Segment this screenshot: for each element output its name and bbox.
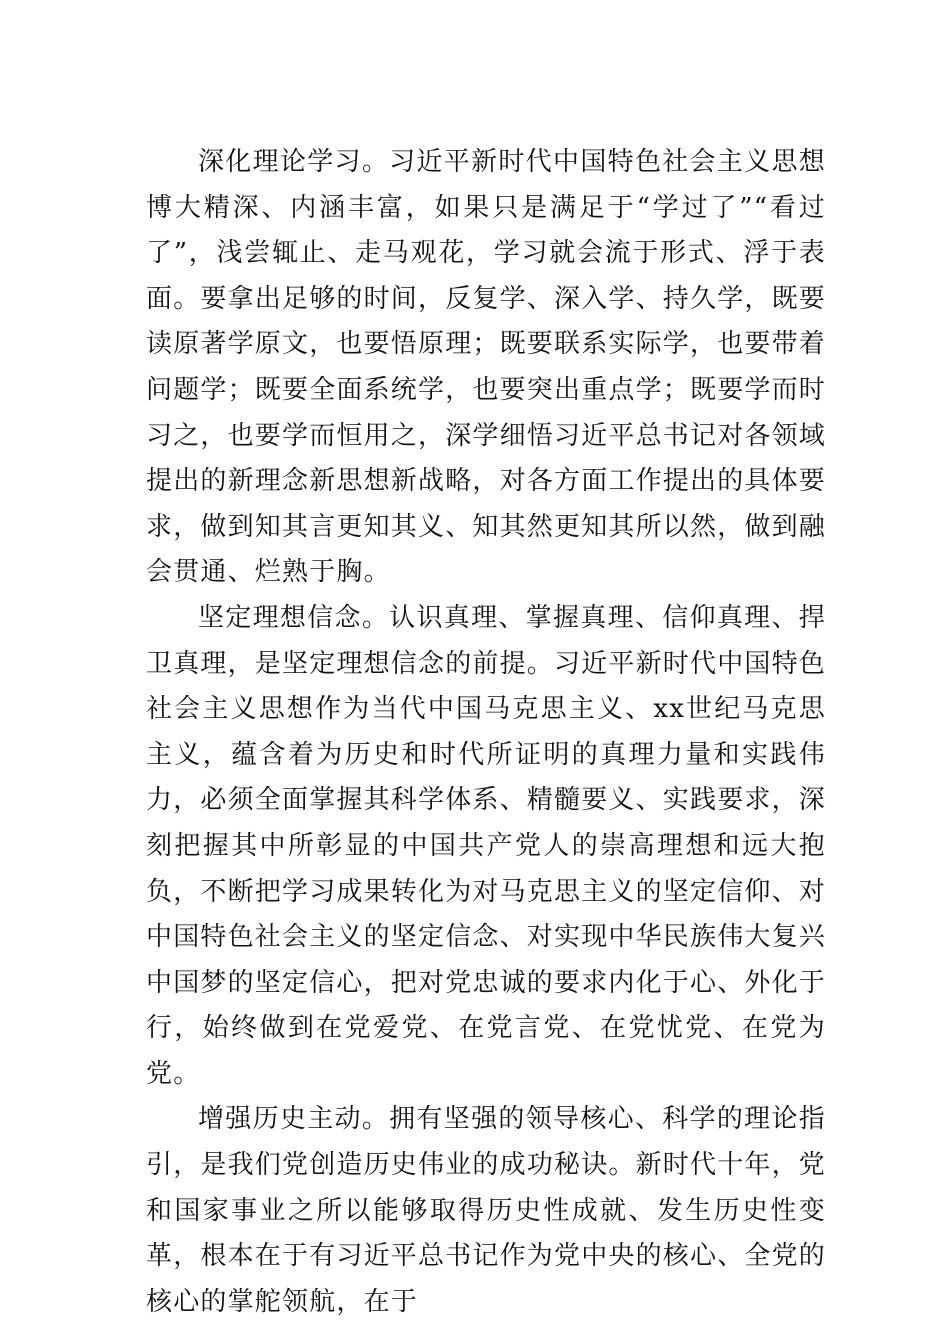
document-body — [146, 140, 826, 1325]
paragraph-historical-initiative: 增强历史主动。拥有坚强的领导核心、科学的理论指引，是我们党创造历史伟业的成功秘诀。新时代十年，党和国家事业之所以能够取得历史性成就、发生历史性变革，根本在于有习近平总书记作为党中央的核心、全党的核心的掌舵领航，在于 — [146, 1104, 827, 1317]
paragraph-firm-ideals-beliefs: 坚定理想信念。认识真理、掌握真理、信仰真理、捍卫真理，是坚定理想信念的前提。习近平新时代中国特色社会主义思想作为当代中国马克思主义、xx世纪马克思主义，蕴含着为历史和时代所证明的真理力量和实践伟力，必须全面掌握其科学体系、精髓要义、实践要求，深刻把握其中所彰显的中国共产党人的崇高理想和远大抱负，不断把学习成果转化为对马克思主义的坚定信仰、对中国特色社会主义的坚定信念、对实现中华民族伟大复兴中国梦的坚定信心，把对党忠诚的要求内化于心、外化于行，始终做到在党爱党、在党言党、在党忧党、在党为党。 — [146, 602, 827, 1089]
paragraph-deepen-theory-study: 深化理论学习。习近平新时代中国特色社会主义思想博大精深、内涵丰富，如果只是满足于“学过了”“看过了”，浅尝辄止、走马观花，学习就会流于形式、浮于表面。要拿出足够的时间，反复学、深入学、持久学，既要读原著学原文，也要悟原理；既要联系实际学，也要带着问题学；既要全面系统学，也要突出重点学；既要学而时习之，也要学而恒用之，深学细悟习近平总书记对各领域提出的新理念新思想新战略，对各方面工作提出的具体要求，做到知其言更知其义、知其然更知其所以然，做到融会贯通、烂熟于胸。 — [146, 147, 827, 588]
